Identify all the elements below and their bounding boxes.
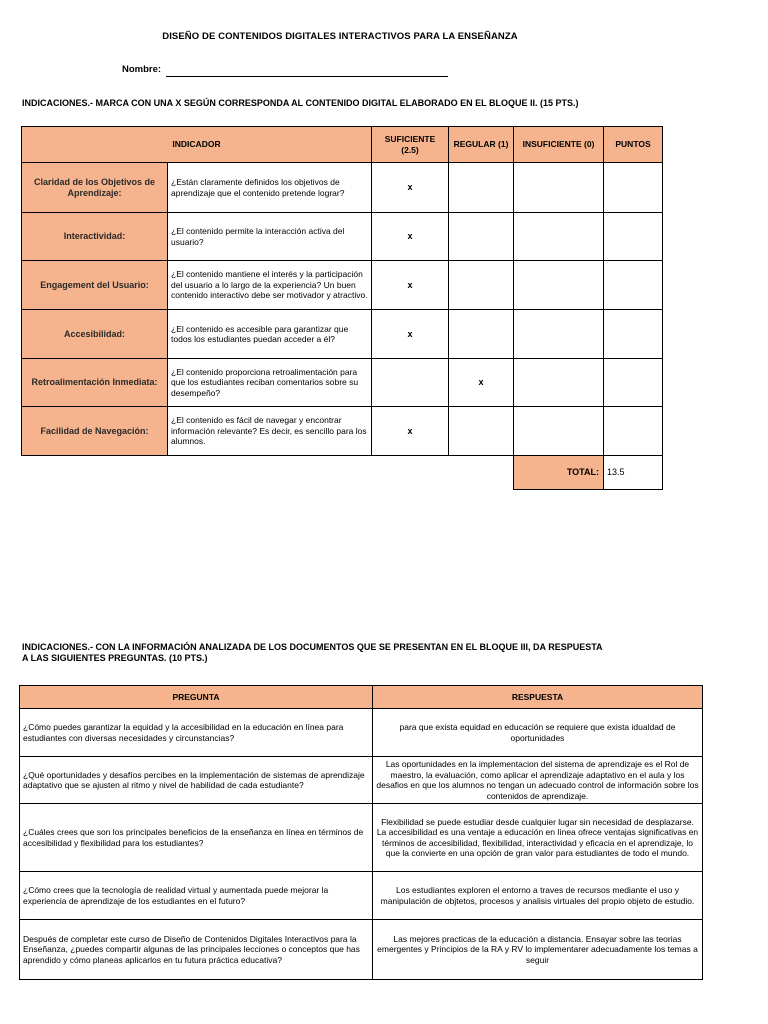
indicator-question: ¿El contenido es accesible para garantizar que todos los estudiantes puedan acceder a él? (168, 310, 372, 359)
qa-question: ¿Qué oportunidades y desafíos percibes en la implementación de sistemas de aprendizaje adaptativo que se ajusten al ritmo y nivel de habilidad de cada estudiante? (20, 757, 373, 804)
cell-suficiente[interactable]: x (372, 261, 449, 310)
total-row (22, 456, 663, 490)
qa-answer[interactable]: Las oportunidades en la implementacion del sistema de aprendizaje es el Rol de maestro, la evaluación, como aplicar el aprendizaje adaptativo en el aula y los desafios en que los alumnos no tengan un adecuado control de información sobre los contenidos de aprendizaje. (373, 757, 703, 804)
cell-puntos[interactable] (604, 310, 663, 359)
qa-row (20, 757, 703, 804)
rubric-row (22, 310, 663, 359)
indicator-question: ¿El contenido mantiene el interés y la participación del usuario a lo largo de la experiencia? Un buen contenido interactivo debe ser motivador y atractivo. (168, 261, 372, 310)
instructions-questions (22, 642, 662, 664)
rubric-row (22, 359, 663, 407)
rubric-header-row (22, 127, 663, 163)
cell-insuficiente[interactable] (514, 163, 604, 213)
cell-regular[interactable]: x (449, 359, 514, 407)
header-suficiente: SUFICIENTE (2.5) (372, 127, 449, 163)
header-indicador: INDICADOR (22, 127, 372, 163)
indicator-question: ¿El contenido proporciona retroalimentación para que los estudiantes reciban comentarios sobre su desempeño? (168, 359, 372, 407)
cell-insuficiente[interactable] (514, 407, 604, 456)
total-label: TOTAL: (514, 456, 604, 490)
instructions-rubric: INDICACIONES.- MARCA CON UNA X SEGÚN CORRESPONDA AL CONTENIDO DIGITAL ELABORADO EN EL BLOQUE II. (15 PTS.) (22, 98, 579, 108)
cell-regular[interactable] (449, 261, 514, 310)
cell-regular[interactable] (449, 163, 514, 213)
cell-insuficiente[interactable] (514, 359, 604, 407)
indicator-question: ¿El contenido es fácil de navegar y encontrar información relevante? Es decir, es sencillo para los alumnos. (168, 407, 372, 456)
indicator-name: Retroalimentación Inmediata: (22, 359, 168, 407)
name-input-line[interactable] (166, 76, 448, 77)
qa-answer[interactable]: Flexibilidad se puede estudiar desde cualquier lugar sin necesidad de desplazarse. La accesibilidad es una ventaje a educación en línea ofrece ventajas significativas en términos de accesibilidad, flexibilidad, interactividad y eficacia en el aprendizaje, lo que la convierte en una opción de gran valor para estudiantes de todo el mundo. (373, 804, 703, 872)
indicator-name: Claridad de los Objetivos de Aprendizaje: (22, 163, 168, 213)
cell-puntos[interactable] (604, 163, 663, 213)
header-regular: REGULAR (1) (449, 127, 514, 163)
instructions-line-1: INDICACIONES.- CON LA INFORMACIÓN ANALIZADA DE LOS DOCUMENTOS QUE SE PRESENTAN EN EL BLOQUE III, DA RESPUESTA (22, 642, 603, 652)
cell-insuficiente[interactable] (514, 310, 604, 359)
header-puntos: PUNTOS (604, 127, 663, 163)
name-label: Nombre: (122, 64, 162, 75)
qa-question: ¿Cómo crees que la tecnología de realidad virtual y aumentada puede mejorar la experiencia de aprendizaje de los estudiantes en el futuro? (20, 872, 373, 920)
qa-answer[interactable]: Los estudiantes exploren el entorno a traves de recursos mediante el uso y manipulación de objtetos, procesos y analisis virtuales del propio objeto de estudio. (373, 872, 703, 920)
qa-table (19, 685, 703, 980)
qa-row (20, 804, 703, 872)
header-pregunta: PREGUNTA (20, 686, 373, 709)
header-insuficiente: INSUFICIENTE (0) (514, 127, 604, 163)
rubric-row (22, 407, 663, 456)
qa-row (20, 709, 703, 757)
rubric-row (22, 213, 663, 261)
cell-regular[interactable] (449, 213, 514, 261)
qa-question: Después de completar este curso de Diseño de Contenidos Digitales Interactivos para la Enseñanza, ¿puedes compartir algunas de las principales lecciones o conceptos que has aprendido y cómo planeas aplicarlos en tu futura práctica educativa? (20, 920, 373, 980)
qa-question: ¿Cuáles crees que son los principales beneficios de la enseñanza en línea en términos de accesibilidad y flexibilidad para los estudiantes? (20, 804, 373, 872)
indicator-question: ¿El contenido permite la interacción activa del usuario? (168, 213, 372, 261)
indicator-name: Facilidad de Navegación: (22, 407, 168, 456)
rubric-row (22, 261, 663, 310)
qa-header-row (20, 686, 703, 709)
total-value[interactable]: 13.5 (604, 456, 663, 490)
cell-puntos[interactable] (604, 407, 663, 456)
cell-regular[interactable] (449, 310, 514, 359)
qa-answer[interactable]: Las mejores practicas de la educación a distancia. Ensayar sobre las teorias emergentes y Principios de la RA y RV lo implementarer adecuadamente los temas a seguir (373, 920, 703, 980)
indicator-name: Accesibilidad: (22, 310, 168, 359)
cell-puntos[interactable] (604, 213, 663, 261)
qa-answer[interactable]: para que exista equidad en educación se requiere que exista idualdad de oportunidades (373, 709, 703, 757)
rubric-table (21, 126, 663, 490)
document-title: DISEÑO DE CONTENIDOS DIGITALES INTERACTIVOS PARA LA ENSEÑANZA (162, 31, 518, 42)
qa-row (20, 872, 703, 920)
cell-suficiente[interactable]: x (372, 213, 449, 261)
cell-insuficiente[interactable] (514, 213, 604, 261)
cell-suficiente[interactable]: x (372, 407, 449, 456)
cell-suficiente[interactable]: x (372, 163, 449, 213)
cell-puntos[interactable] (604, 359, 663, 407)
indicator-name: Interactividad: (22, 213, 168, 261)
qa-row (20, 920, 703, 980)
qa-question: ¿Cómo puedes garantizar la equidad y la accesibilidad en la educación en línea para estudiantes con diversas necesidades y circunstancias? (20, 709, 373, 757)
cell-puntos[interactable] (604, 261, 663, 310)
cell-suficiente[interactable] (372, 359, 449, 407)
total-spacer (22, 456, 514, 490)
instructions-line-2: A LAS SIGUIENTES PREGUNTAS. (10 PTS.) (22, 653, 208, 663)
indicator-name: Engagement del Usuario: (22, 261, 168, 310)
cell-regular[interactable] (449, 407, 514, 456)
cell-insuficiente[interactable] (514, 261, 604, 310)
rubric-row (22, 163, 663, 213)
header-respuesta: RESPUESTA (373, 686, 703, 709)
cell-suficiente[interactable]: x (372, 310, 449, 359)
indicator-question: ¿Están claramente definidos los objetivos de aprendizaje que el contenido pretende lograr? (168, 163, 372, 213)
